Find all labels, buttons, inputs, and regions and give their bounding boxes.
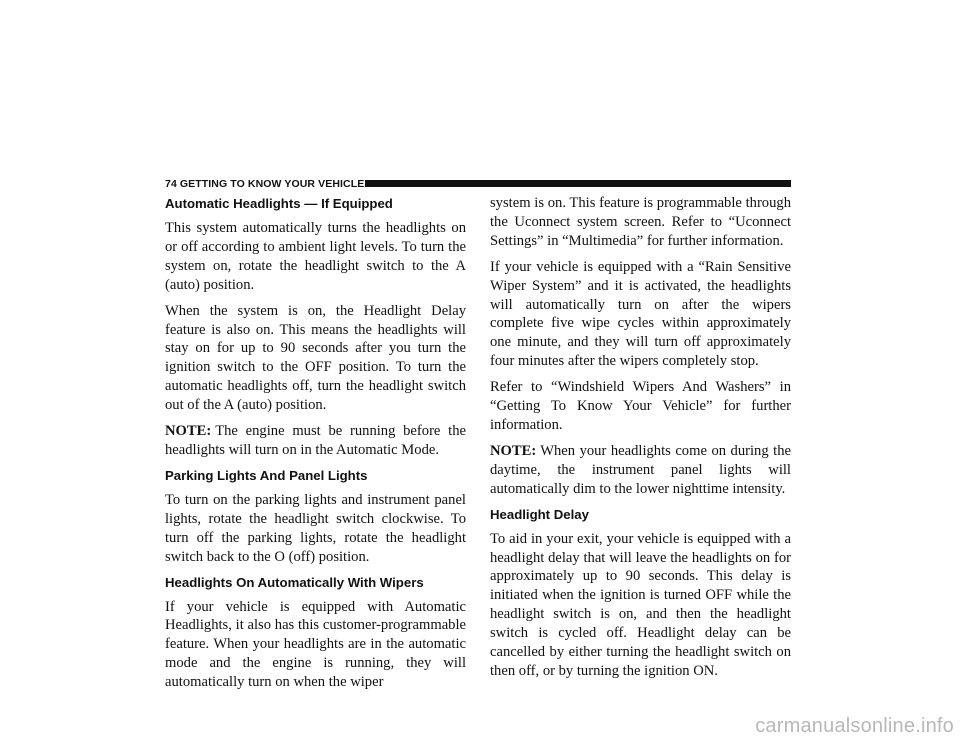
paragraph: If your vehicle is equipped with Automatic Headlights, it also has this customer-programmable feature. When your headlights are in the automatic mode and the engine is running, they will automatically turn on when the wiper xyxy=(165,598,466,691)
paragraph: When the system is on, the Headlight Delay feature is also on. This means the headlights will stay on for up to 90 seconds after you turn the ignition switch to the OFF position. To turn the automatic headlights off, turn the headlight switch out of the A (auto) position. xyxy=(165,302,466,414)
paragraph: To turn on the parking lights and instrument panel lights, rotate the headlight switch clockwise. To turn off the parking lights, rotate the headlight switch back to the O (off) position. xyxy=(165,491,466,565)
note-paragraph xyxy=(490,442,791,499)
paragraph: This system automatically turns the headlights on or off according to ambient light levels. To turn the system on, rotate the headlight switch to the A (auto) position. xyxy=(165,220,466,293)
paragraph: If your vehicle is equipped with a “Rain Sensitive Wiper System” and it is activated, the headlights will automatically turn on after the wipers complete five wipe cycles within approximately one minute, and they will turn off approximately four minutes after the wipers completely stop. xyxy=(490,258,791,370)
page-header xyxy=(165,176,791,192)
paragraph: Refer to “Windshield Wipers And Washers” in “Getting To Know Your Vehicle” for further information. xyxy=(490,379,791,433)
section-heading-parking-lights: Parking Lights And Panel Lights xyxy=(165,467,368,483)
paragraph: system is on. This feature is programmable through the Uconnect system screen. Refer to “Uconnect Settings” in “Multimedia” for further information. xyxy=(490,195,791,249)
watermark-text: carmanualsonline.info xyxy=(755,715,954,737)
section-heading-headlight-delay: Headlight Delay xyxy=(490,506,589,522)
paragraph: To aid in your exit, your vehicle is equipped with a headlight delay that will leave the headlights on for approximately up to 90 seconds. This delay is initiated when the ignition is turned OFF while the headlight switch is on, and then the headlight switch is cycled off. Headlight delay can be cancelled by either turning the headlight switch on then off, or by turning the ignition ON. xyxy=(490,530,791,679)
section-heading-automatic-headlights: Automatic Headlights — If Equipped xyxy=(165,196,393,211)
right-column xyxy=(490,194,791,688)
note-paragraph xyxy=(165,422,466,460)
left-column xyxy=(165,195,466,699)
section-heading-headlights-with-wipers: Headlights On Automatically With Wipers xyxy=(165,574,424,590)
note-label: NOTE: xyxy=(490,442,537,459)
header-rule xyxy=(365,180,791,187)
note-label: NOTE: xyxy=(165,423,212,440)
page-header-title: 74 GETTING TO KNOW YOUR VEHICLE xyxy=(165,178,365,190)
note-text: The engine must be running before the headlights will turn on in the Automatic Mode. xyxy=(165,423,466,458)
note-text: When your headlights come on during the daytime, the instrument panel lights will automatically dim to the lower nighttime intensity. xyxy=(490,442,791,497)
